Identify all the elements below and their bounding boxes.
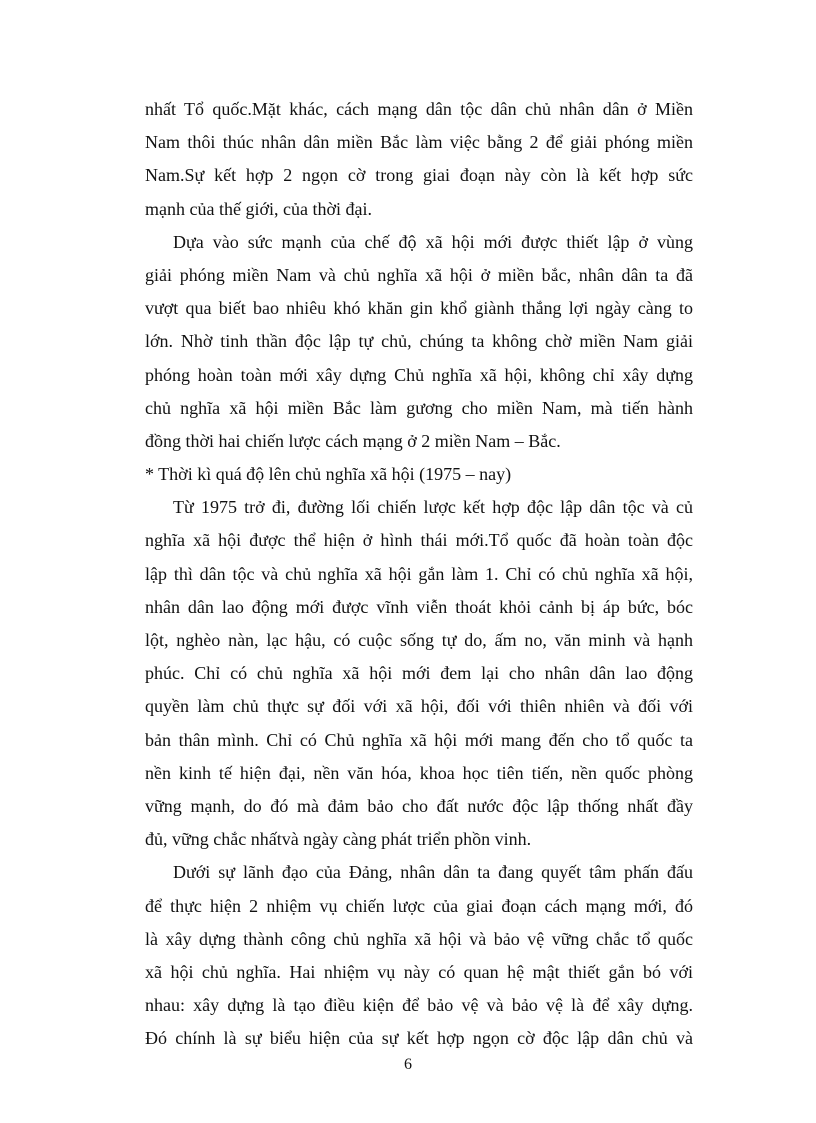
text-line: vững mạnh, do đó mà đảm bảo cho đất nước độc lập thống nhất đầy <box>145 795 693 816</box>
text-line: giải phóng miền Nam và chủ nghĩa xã hội ở miền bắc, nhân dân ta đã <box>145 264 693 285</box>
text-line: nền kinh tế hiện đại, nền văn hóa, khoa học tiên tiến, nền quốc phòng <box>145 762 693 783</box>
text-line: nhau: xây dựng là tạo điều kiện để bảo vệ và bảo vệ là để xây dựng. <box>145 995 693 1016</box>
text-line: chủ nghĩa xã hội miền Bắc làm gương cho miền Nam, mà tiến hành <box>145 397 693 418</box>
text-line: quyền làm chủ thực sự đối với xã hội, đối với thiên nhiên và đối với <box>145 696 693 717</box>
text-line: nhân dân lao động mới được vĩnh viễn thoát khỏi cảnh bị áp bức, bóc <box>145 596 693 617</box>
text-line: Từ 1975 trở đi, đường lối chiến lược kết hợp độc lập dân tộc và củ <box>173 497 693 518</box>
text-line: Dựa vào sức mạnh của chế độ xã hội mới được thiết lập ở vùng <box>173 231 693 252</box>
text-line: là xây dựng thành công chủ nghĩa xã hội và bảo vệ vững chắc tổ quốc <box>145 928 693 949</box>
text-line: lớn. Nhờ tinh thần độc lập tự chủ, chúng ta không chờ miền Nam giải <box>145 331 693 352</box>
text-line: Đó chính là sự biểu hiện của sự kết hợp ngọn cờ độc lập dân chủ và <box>145 1028 693 1049</box>
text-line: bản thân mình. Chỉ có Chủ nghĩa xã hội mới mang đến cho tổ quốc ta <box>145 729 693 750</box>
text-line: Dưới sự lãnh đạo của Đảng, nhân dân ta đang quyết tâm phấn đấu <box>173 862 693 883</box>
text-line: phóng hoàn toàn mới xây dựng Chủ nghĩa xã hội, không chỉ xây dựng <box>145 364 693 385</box>
text-line: lập thì dân tộc và chủ nghĩa xã hội gắn làm 1. Chỉ có chủ nghĩa xã hội, <box>145 563 693 584</box>
text-line: đủ, vững chắc nhấtvà ngày càng phát triển phồn vinh. <box>145 829 532 850</box>
text-line: mạnh của thế giới, của thời đại. <box>145 198 372 219</box>
page-number: 6 <box>404 1056 412 1073</box>
text-line: Nam thôi thúc nhân dân miền Bắc làm việc bằng 2 để giải phóng miền <box>145 132 693 153</box>
section-heading: * Thời kì quá độ lên chủ nghĩa xã hội (1975 – nay) <box>145 464 512 485</box>
text-line: đồng thời hai chiến lược cách mạng ở 2 miền Nam – Bắc. <box>145 430 561 451</box>
text-line: phúc. Chỉ có chủ nghĩa xã hội mới đem lại cho nhân dân lao động <box>145 663 693 684</box>
text-line: vượt qua biết bao nhiêu khó khăn gin khổ giành thắng lợi ngày càng to <box>145 298 693 319</box>
text-line: nhất Tổ quốc.Mặt khác, cách mạng dân tộc dân chủ nhân dân ở Miền <box>145 99 693 119</box>
text-line: xã hội chủ nghĩa. Hai nhiệm vụ này có quan hệ mật thiết gắn bó với <box>145 961 693 982</box>
text-line: để thực hiện 2 nhiệm vụ chiến lược của giai đoạn cách mạng mới, đó <box>145 895 693 916</box>
document-body <box>145 93 693 1055</box>
text-line: lột, nghèo nàn, lạc hậu, có cuộc sống tự do, ấm no, văn minh và hạnh <box>145 630 693 650</box>
text-line: nghĩa xã hội được thể hiện ở hình thái mới.Tổ quốc đã hoàn toàn độc <box>145 530 693 551</box>
text-line: Nam.Sự kết hợp 2 ngọn cờ trong giai đoạn này còn là kết hợp sức <box>145 165 693 186</box>
